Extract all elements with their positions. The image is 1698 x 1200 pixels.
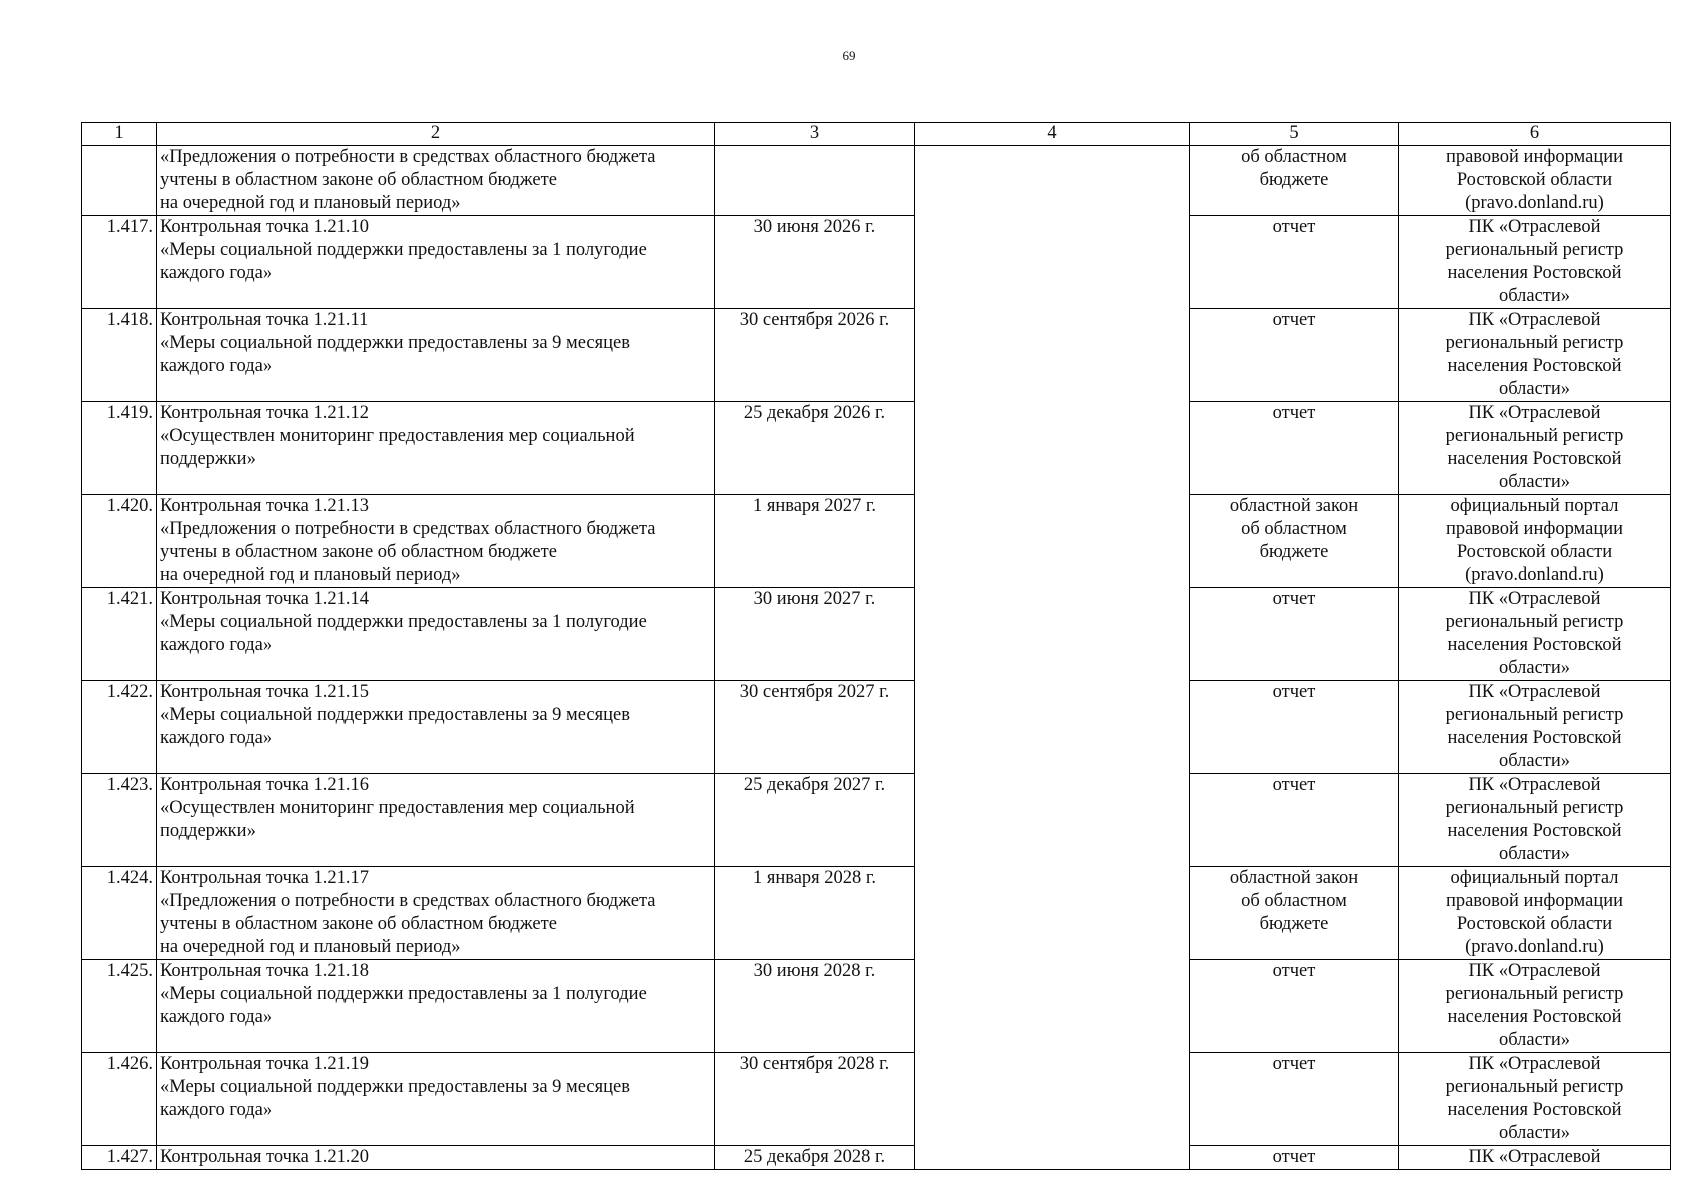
- deadline-date-cell: 25 декабря 2026 г.: [715, 402, 915, 495]
- source-line: населения Ростовской: [1447, 263, 1622, 283]
- description-line: поддержки»: [160, 449, 256, 469]
- confirming-document-cell: [1190, 216, 1399, 309]
- table-row: [82, 681, 1671, 774]
- document-line: областной закон: [1229, 868, 1359, 888]
- document-line: бюджете: [1259, 542, 1329, 562]
- row-number-cell: 1.422.: [82, 681, 157, 774]
- source-line: (pravo.donland.ru): [1465, 937, 1604, 957]
- control-point-description-cell: [157, 774, 715, 867]
- cont-date-cell: [715, 146, 915, 216]
- confirming-document-cell: [1190, 681, 1399, 774]
- description-line: «Меры социальной поддержки предоставлены за 9 месяцев: [160, 1077, 630, 1097]
- table-row: [82, 216, 1671, 309]
- source-line: области»: [1498, 658, 1571, 678]
- table-continuation-row: [82, 146, 1671, 216]
- control-point-description-cell: [157, 588, 715, 681]
- cont-doc-line: об областном: [1241, 147, 1347, 167]
- source-line: Ростовской области: [1456, 542, 1613, 562]
- description-line: Контрольная точка 1.21.20: [160, 1147, 370, 1167]
- description-line: Контрольная точка 1.21.18: [160, 961, 370, 981]
- source-line: ПК «Отраслевой: [1468, 1147, 1601, 1167]
- deadline-date-cell: 30 сентября 2027 г.: [715, 681, 915, 774]
- source-line: (pravo.donland.ru): [1465, 565, 1604, 585]
- document-line: об областном: [1241, 891, 1347, 911]
- cont-desc-line: на очередной год и плановый период»: [160, 193, 461, 213]
- source-line: ПК «Отраслевой: [1468, 403, 1601, 423]
- row-number-cell: 1.418.: [82, 309, 157, 402]
- header-col-5: 5: [1190, 123, 1399, 146]
- description-line: «Меры социальной поддержки предоставлены за 1 полугодие: [160, 240, 647, 260]
- description-line: учтены в областном законе об областном бюджете: [160, 914, 557, 934]
- source-line: области»: [1498, 472, 1571, 492]
- document-line: отчет: [1272, 775, 1316, 795]
- description-line: Контрольная точка 1.21.14: [160, 589, 370, 609]
- table-row: [82, 960, 1671, 1053]
- source-line: области»: [1498, 286, 1571, 306]
- deadline-date-cell: 30 июня 2028 г.: [715, 960, 915, 1053]
- description-line: Контрольная точка 1.21.17: [160, 868, 370, 888]
- cont-source-line: (pravo.donland.ru): [1465, 193, 1604, 213]
- confirming-document-cell: [1190, 960, 1399, 1053]
- information-source-cell: [1399, 495, 1671, 588]
- confirming-document-cell: [1190, 309, 1399, 402]
- source-line: населения Ростовской: [1447, 356, 1622, 376]
- deadline-date-cell: 30 сентября 2026 г.: [715, 309, 915, 402]
- cont-num-cell: [82, 146, 157, 216]
- information-source-cell: [1399, 216, 1671, 309]
- source-line: правовой информации: [1445, 519, 1624, 539]
- information-source-cell: [1399, 588, 1671, 681]
- source-line: области»: [1498, 751, 1571, 771]
- deadline-date-cell: 1 января 2027 г.: [715, 495, 915, 588]
- source-line: ПК «Отраслевой: [1468, 1054, 1601, 1074]
- header-col-6: 6: [1399, 123, 1671, 146]
- document-line: отчет: [1272, 403, 1316, 423]
- control-point-description-cell: [157, 867, 715, 960]
- source-line: области»: [1498, 844, 1571, 864]
- cont-source-line: Ростовской области: [1456, 170, 1613, 190]
- description-line: «Меры социальной поддержки предоставлены за 9 месяцев: [160, 333, 630, 353]
- cont-doc-line: бюджете: [1259, 170, 1329, 190]
- document-line: областной закон: [1229, 496, 1359, 516]
- header-col-2: 2: [157, 123, 715, 146]
- confirming-document-cell: [1190, 774, 1399, 867]
- information-source-cell: [1399, 1146, 1671, 1170]
- source-line: области»: [1498, 1123, 1571, 1143]
- source-line: населения Ростовской: [1447, 1100, 1622, 1120]
- description-line: на очередной год и плановый период»: [160, 937, 461, 957]
- row-number-cell: 1.427.: [82, 1146, 157, 1170]
- description-line: каждого года»: [160, 1007, 273, 1027]
- table-row: [82, 309, 1671, 402]
- document-line: отчет: [1272, 961, 1316, 981]
- description-line: каждого года»: [160, 1100, 273, 1120]
- description-line: «Предложения о потребности в средствах областного бюджета: [160, 519, 656, 539]
- description-line: каждого года»: [160, 356, 273, 376]
- confirming-document-cell: [1190, 1053, 1399, 1146]
- document-line: отчет: [1272, 589, 1316, 609]
- page-number: 69: [842, 48, 856, 63]
- description-line: каждого года»: [160, 263, 273, 283]
- source-line: региональный регистр: [1445, 705, 1624, 725]
- description-line: поддержки»: [160, 821, 256, 841]
- document-line: бюджете: [1259, 914, 1329, 934]
- description-line: Контрольная точка 1.21.15: [160, 682, 370, 702]
- information-source-cell: [1399, 867, 1671, 960]
- description-line: Контрольная точка 1.21.10: [160, 217, 370, 237]
- deadline-date-cell: 1 января 2028 г.: [715, 867, 915, 960]
- description-line: «Осуществлен мониторинг предоставления мер социальной: [160, 798, 635, 818]
- document-line: отчет: [1272, 310, 1316, 330]
- description-line: «Осуществлен мониторинг предоставления мер социальной: [160, 426, 635, 446]
- document-line: отчет: [1272, 1147, 1316, 1167]
- description-line: «Меры социальной поддержки предоставлены за 9 месяцев: [160, 705, 630, 725]
- cont-source-cell: [1399, 146, 1671, 216]
- row-number-cell: 1.424.: [82, 867, 157, 960]
- source-line: населения Ростовской: [1447, 635, 1622, 655]
- source-line: региональный регистр: [1445, 798, 1624, 818]
- source-line: населения Ростовской: [1447, 449, 1622, 469]
- source-line: официальный портал: [1450, 868, 1619, 888]
- cont-doc-cell: [1190, 146, 1399, 216]
- deadline-date-cell: 30 июня 2027 г.: [715, 588, 915, 681]
- cont-desc-line: «Предложения о потребности в средствах областного бюджета: [160, 147, 656, 167]
- source-line: региональный регистр: [1445, 1077, 1624, 1097]
- source-line: области»: [1498, 379, 1571, 399]
- confirming-document-cell: [1190, 867, 1399, 960]
- source-line: ПК «Отраслевой: [1468, 775, 1601, 795]
- description-line: Контрольная точка 1.21.19: [160, 1054, 370, 1074]
- deadline-date-cell: 30 июня 2026 г.: [715, 216, 915, 309]
- source-line: населения Ростовской: [1447, 1007, 1622, 1027]
- information-source-cell: [1399, 309, 1671, 402]
- source-line: региональный регистр: [1445, 984, 1624, 1004]
- information-source-cell: [1399, 960, 1671, 1053]
- source-line: ПК «Отраслевой: [1468, 589, 1601, 609]
- source-line: региональный регистр: [1445, 426, 1624, 446]
- source-line: населения Ростовской: [1447, 728, 1622, 748]
- table-header-row: [82, 123, 1671, 146]
- control-point-description-cell: [157, 960, 715, 1053]
- description-line: на очередной год и плановый период»: [160, 565, 461, 585]
- information-source-cell: [1399, 1053, 1671, 1146]
- description-line: «Меры социальной поддержки предоставлены за 1 полугодие: [160, 984, 647, 1004]
- source-line: ПК «Отраслевой: [1468, 961, 1601, 981]
- description-line: «Предложения о потребности в средствах областного бюджета: [160, 891, 656, 911]
- source-line: официальный портал: [1450, 496, 1619, 516]
- row-number-cell: 1.420.: [82, 495, 157, 588]
- table-row: [82, 1053, 1671, 1146]
- responsible-merged-cell: [915, 146, 1190, 1170]
- control-point-description-cell: [157, 216, 715, 309]
- information-source-cell: [1399, 774, 1671, 867]
- document-line: отчет: [1272, 217, 1316, 237]
- description-line: каждого года»: [160, 635, 273, 655]
- source-line: ПК «Отраслевой: [1468, 217, 1601, 237]
- information-source-cell: [1399, 402, 1671, 495]
- row-number-cell: 1.419.: [82, 402, 157, 495]
- description-line: Контрольная точка 1.21.16: [160, 775, 370, 795]
- control-point-description-cell: [157, 1053, 715, 1146]
- source-line: региональный регистр: [1445, 240, 1624, 260]
- document-line: отчет: [1272, 1054, 1316, 1074]
- row-number-cell: 1.425.: [82, 960, 157, 1053]
- cont-source-line: правовой информации: [1445, 147, 1624, 167]
- description-line: каждого года»: [160, 728, 273, 748]
- information-source-cell: [1399, 681, 1671, 774]
- source-line: области»: [1498, 1030, 1571, 1050]
- confirming-document-cell: [1190, 588, 1399, 681]
- document-line: отчет: [1272, 682, 1316, 702]
- row-number-cell: 1.417.: [82, 216, 157, 309]
- confirming-document-cell: [1190, 495, 1399, 588]
- row-number-cell: 1.421.: [82, 588, 157, 681]
- control-points-table: [81, 122, 1671, 1170]
- control-point-description-cell: [157, 402, 715, 495]
- confirming-document-cell: [1190, 1146, 1399, 1170]
- description-line: учтены в областном законе об областном бюджете: [160, 542, 557, 562]
- row-number-cell: 1.423.: [82, 774, 157, 867]
- deadline-date-cell: 30 сентября 2028 г.: [715, 1053, 915, 1146]
- cont-desc-line: учтены в областном законе об областном бюджете: [160, 170, 557, 190]
- table-row: [82, 402, 1671, 495]
- description-line: «Меры социальной поддержки предоставлены за 1 полугодие: [160, 612, 647, 632]
- control-point-description-cell: [157, 309, 715, 402]
- description-line: Контрольная точка 1.21.13: [160, 496, 370, 516]
- table-row: [82, 774, 1671, 867]
- source-line: ПК «Отраслевой: [1468, 682, 1601, 702]
- control-point-description-cell: [157, 495, 715, 588]
- source-line: региональный регистр: [1445, 333, 1624, 353]
- deadline-date-cell: 25 декабря 2028 г.: [715, 1146, 915, 1170]
- control-point-description-cell: [157, 1146, 715, 1170]
- description-line: Контрольная точка 1.21.12: [160, 403, 370, 423]
- row-number-cell: 1.426.: [82, 1053, 157, 1146]
- source-line: правовой информации: [1445, 891, 1624, 911]
- table-row: [82, 867, 1671, 960]
- document-line: об областном: [1241, 519, 1347, 539]
- table-row: [82, 1146, 1671, 1170]
- table-row: [82, 588, 1671, 681]
- deadline-date-cell: 25 декабря 2027 г.: [715, 774, 915, 867]
- source-line: ПК «Отраслевой: [1468, 310, 1601, 330]
- control-point-description-cell: [157, 681, 715, 774]
- header-col-1: 1: [82, 123, 157, 146]
- table-row: [82, 495, 1671, 588]
- confirming-document-cell: [1190, 402, 1399, 495]
- source-line: населения Ростовской: [1447, 821, 1622, 841]
- source-line: Ростовской области: [1456, 914, 1613, 934]
- cont-desc-cell: [157, 146, 715, 216]
- header-col-3: 3: [715, 123, 915, 146]
- header-col-4: 4: [915, 123, 1190, 146]
- description-line: Контрольная точка 1.21.11: [160, 310, 369, 330]
- source-line: региональный регистр: [1445, 612, 1624, 632]
